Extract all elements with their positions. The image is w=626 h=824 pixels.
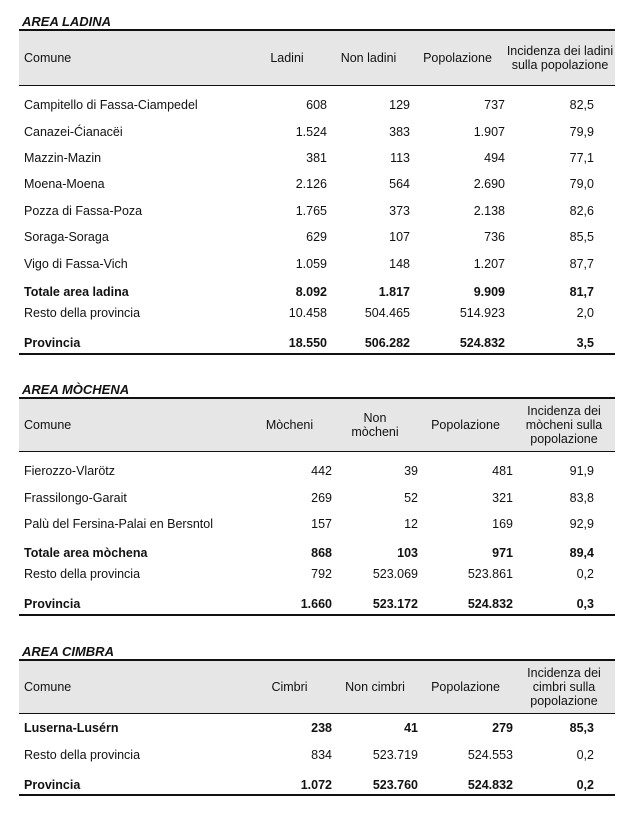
cell-comune: Resto della provincia [24, 748, 141, 762]
header-incidenza: Incidenza dei mòcheni sulla popolazione [525, 404, 603, 446]
cell-popolazione: 524.832 [467, 597, 513, 611]
cell-popolazione: 971 [492, 546, 513, 560]
header-cimbri: Cimbri [271, 680, 308, 694]
cell-cimbri: 1.072 [300, 777, 332, 792]
cell-incidenza: 82,5 [569, 98, 594, 113]
table-header [19, 31, 615, 86]
cell-popolazione: 1.207 [473, 256, 505, 271]
cell-comune: Provincia [24, 597, 81, 611]
table-row [19, 145, 615, 171]
cell-ladini: 8.092 [295, 285, 327, 300]
cell-non-cimbri: 523.760 [372, 777, 418, 792]
area-mochena-table [19, 382, 615, 616]
province-row [19, 334, 615, 355]
cell-incidenza: 82,6 [569, 203, 594, 218]
cell-incidenza: 0,2 [576, 748, 594, 762]
cell-ladini: 2.126 [295, 177, 327, 192]
cell-comune: Luserna-Lusérn [24, 721, 119, 735]
table-header [19, 661, 615, 714]
cell-popolazione: 481 [492, 464, 513, 479]
rest-row [19, 564, 615, 585]
cell-popolazione: 524.553 [467, 748, 513, 762]
cell-popolazione: 494 [484, 150, 505, 165]
header-popolazione: Popolazione [431, 418, 500, 432]
cell-mocheni: 157 [311, 517, 332, 532]
cell-comune: Moena-Moena [24, 177, 105, 192]
cell-non-ladini: 564 [389, 177, 410, 192]
rest-row [19, 743, 615, 767]
header-comune: Comune [24, 680, 72, 694]
area-mochena-title: AREA MÒCHENA [19, 382, 615, 399]
cell-incidenza: 77,1 [569, 150, 594, 165]
cell-comune: Provincia [24, 336, 81, 351]
table-row [19, 250, 615, 276]
cell-popolazione: 321 [492, 490, 513, 505]
cell-non-ladini: 506.282 [364, 336, 410, 351]
total-row [19, 716, 615, 740]
cell-cimbri: 238 [311, 721, 332, 735]
cell-mocheni: 868 [311, 546, 332, 560]
header-comune: Comune [24, 51, 72, 65]
cell-incidenza: 91,9 [569, 464, 594, 479]
table-row [19, 224, 615, 250]
cell-comune: Mazzin-Mazin [24, 150, 102, 165]
cell-non-ladini: 148 [389, 256, 410, 271]
area-cimbra-table [19, 644, 615, 796]
cell-comune: Frassilongo-Garait [24, 490, 127, 505]
cell-comune: Totale area ladina [24, 285, 129, 300]
table-header [19, 399, 615, 452]
cell-comune: Canazei-Ćianacëi [24, 124, 123, 139]
total-row [19, 543, 615, 564]
cell-comune: Resto della provincia [24, 306, 141, 321]
header-comune: Comune [24, 418, 72, 432]
cell-non-ladini: 129 [389, 98, 410, 113]
cell-ladini: 18.550 [288, 336, 327, 351]
header-non-ladini: Non ladini [340, 51, 397, 65]
cell-comune: Pozza di Fassa-Poza [24, 203, 143, 218]
cell-comune: Resto della provincia [24, 567, 141, 581]
area-cimbra-title: AREA CIMBRA [19, 644, 615, 661]
header-ladini: Ladini [270, 51, 304, 65]
province-row [19, 775, 615, 796]
header-popolazione: Popolazione [431, 680, 500, 694]
cell-incidenza: 0,2 [576, 567, 594, 581]
cell-ladini: 1.524 [295, 124, 327, 139]
cell-comune: Palù del Fersina-Palai en Bersntol [24, 517, 213, 532]
header-non-mocheni: Non mòcheni [351, 411, 399, 439]
rest-row [19, 303, 615, 324]
header-popolazione: Popolazione [423, 51, 492, 65]
cell-popolazione: 169 [492, 517, 513, 532]
cell-popolazione: 2.690 [473, 177, 505, 192]
cell-non-ladini: 383 [389, 124, 410, 139]
cell-non-cimbri: 41 [404, 721, 418, 735]
header-incidenza: Incidenza dei cimbri sulla popolazione [527, 666, 601, 708]
cell-incidenza: 85,3 [569, 721, 594, 735]
cell-ladini: 608 [306, 98, 327, 113]
cell-popolazione: 524.832 [467, 777, 513, 792]
cell-mocheni: 792 [311, 567, 332, 581]
cell-incidenza: 83,8 [569, 490, 594, 505]
cell-non-ladini: 373 [389, 203, 410, 218]
header-incidenza: Incidenza dei ladini sulla popolazione [506, 44, 614, 72]
cell-popolazione: 9.909 [473, 285, 505, 300]
cell-ladini: 10.458 [288, 306, 327, 321]
cell-popolazione: 523.861 [467, 567, 513, 581]
cell-cimbri: 834 [311, 748, 332, 762]
cell-non-mocheni: 523.172 [372, 597, 418, 611]
area-ladina-title: AREA LADINA [19, 14, 615, 31]
cell-ladini: 1.059 [295, 256, 327, 271]
cell-non-ladini: 1.817 [378, 285, 410, 300]
cell-incidenza: 0,2 [576, 777, 594, 792]
cell-ladini: 629 [306, 230, 327, 245]
cell-non-mocheni: 12 [404, 517, 418, 532]
cell-incidenza: 87,7 [569, 256, 594, 271]
table-row [19, 511, 615, 538]
cell-comune: Totale area mòchena [24, 546, 148, 560]
cell-popolazione: 2.138 [473, 203, 505, 218]
cell-ladini: 1.765 [295, 203, 327, 218]
area-ladina-table [19, 14, 615, 355]
header-non-cimbri: Non cimbri [345, 680, 405, 694]
table-row [19, 485, 615, 512]
cell-incidenza: 2,0 [576, 306, 594, 321]
cell-incidenza: 92,9 [569, 517, 594, 532]
cell-comune: Provincia [24, 777, 81, 792]
cell-incidenza: 81,7 [569, 285, 594, 300]
cell-popolazione: 1.907 [473, 124, 505, 139]
cell-mocheni: 269 [311, 490, 332, 505]
total-row [19, 282, 615, 303]
cell-popolazione: 514.923 [459, 306, 505, 321]
cell-mocheni: 1.660 [300, 597, 332, 611]
cell-non-cimbri: 523.719 [372, 748, 418, 762]
header-mocheni: Mòcheni [265, 418, 314, 432]
table-row [19, 92, 615, 118]
cell-incidenza: 0,3 [576, 597, 594, 611]
cell-comune: Campitello di Fassa-Ciampedel [24, 98, 198, 113]
cell-incidenza: 79,0 [569, 177, 594, 192]
cell-comune: Vigo di Fassa-Vich [24, 256, 128, 271]
cell-non-mocheni: 52 [404, 490, 418, 505]
cell-non-ladini: 113 [390, 150, 410, 165]
cell-incidenza: 85,5 [569, 230, 594, 245]
cell-incidenza: 3,5 [576, 336, 594, 351]
province-row [19, 595, 615, 616]
cell-popolazione: 279 [492, 721, 513, 735]
cell-incidenza: 89,4 [569, 546, 594, 560]
cell-non-ladini: 107 [389, 230, 410, 245]
cell-mocheni: 442 [311, 464, 332, 479]
cell-popolazione: 737 [484, 98, 505, 113]
table-row [19, 198, 615, 224]
cell-incidenza: 79,9 [569, 124, 594, 139]
cell-non-mocheni: 523.069 [372, 567, 418, 581]
cell-popolazione: 524.832 [459, 336, 505, 351]
cell-comune: Soraga-Soraga [24, 230, 109, 245]
table-row [19, 118, 615, 144]
cell-non-ladini: 504.465 [364, 306, 410, 321]
cell-comune: Fierozzo-Vlarötz [24, 464, 115, 479]
cell-non-mocheni: 103 [397, 546, 418, 560]
cell-popolazione: 736 [484, 230, 505, 245]
table-row [19, 458, 615, 485]
cell-ladini: 381 [306, 150, 327, 165]
table-row [19, 171, 615, 197]
cell-non-mocheni: 39 [404, 464, 418, 479]
